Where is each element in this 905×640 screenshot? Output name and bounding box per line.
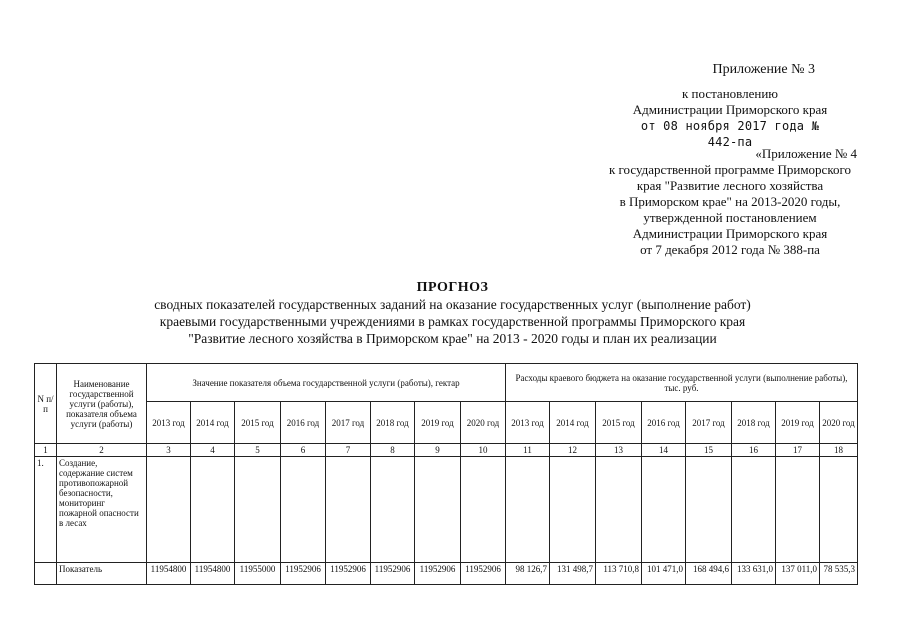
empty-cell — [686, 457, 732, 563]
empty-cell — [191, 457, 235, 563]
empty-cell — [235, 457, 281, 563]
volume-value: 11955000 — [235, 563, 281, 585]
header-expense-group: Расходы краевого бюджета на оказание государственной услуги (выполнение работы), тыс. руб. — [506, 364, 858, 402]
year-header: 2019 год — [415, 402, 461, 444]
forecast-table — [34, 363, 858, 585]
col-number: 6 — [281, 444, 326, 457]
col-number: 16 — [732, 444, 776, 457]
year-header: 2018 год — [371, 402, 415, 444]
subtitle-line-1: сводных показателей государственных заданий на оказание государственных услуг (выполнение работ) — [154, 297, 751, 312]
empty-cell — [820, 457, 858, 563]
row-1-num: 1. — [35, 457, 57, 563]
appendix-3-date-stamp: от 08 ноября 2017 года № 442-па — [640, 119, 820, 149]
empty-cell — [776, 457, 820, 563]
row-2-name: Показатель — [57, 563, 147, 585]
year-header: 2013 год — [506, 402, 550, 444]
empty-cell — [642, 457, 686, 563]
volume-value: 11952906 — [281, 563, 326, 585]
col-number: 1 — [35, 444, 57, 457]
empty-cell — [506, 457, 550, 563]
year-header: 2018 год — [732, 402, 776, 444]
appendix-4-line-1: к государственной программе Приморского — [608, 162, 851, 177]
header-name: Наименование государственной услуги (работы), показателя объема услуги (работы) — [57, 364, 147, 444]
expense-value: 101 471,0 — [642, 563, 686, 585]
col-number: 5 — [235, 444, 281, 457]
col-number: 3 — [147, 444, 191, 457]
header-volume-group: Значение показателя объема государственной услуги (работы), гектар — [147, 364, 506, 402]
col-number: 13 — [596, 444, 642, 457]
col-number: 4 — [191, 444, 235, 457]
col-number: 17 — [776, 444, 820, 457]
col-number: 8 — [371, 444, 415, 457]
volume-value: 11952906 — [371, 563, 415, 585]
expense-value: 168 494,6 — [686, 563, 732, 585]
empty-cell — [550, 457, 596, 563]
col-number: 10 — [461, 444, 506, 457]
col-number: 2 — [57, 444, 147, 457]
appendix-3-block — [625, 62, 835, 150]
appendix-4-line-6: от 7 декабря 2012 года № 388-па — [640, 242, 820, 257]
col-number: 9 — [415, 444, 461, 457]
document-subtitle — [0, 296, 905, 347]
volume-value: 11952906 — [326, 563, 371, 585]
col-number: 11 — [506, 444, 550, 457]
header-num: N п/п — [35, 364, 57, 444]
empty-cell — [281, 457, 326, 563]
volume-value: 11952906 — [461, 563, 506, 585]
empty-cell — [371, 457, 415, 563]
empty-cell — [147, 457, 191, 563]
year-header: 2020 год — [820, 402, 858, 444]
col-number: 18 — [820, 444, 858, 457]
appendix-3-line-1: к постановлению — [681, 86, 779, 101]
col-number: 12 — [550, 444, 596, 457]
year-header: 2016 год — [281, 402, 326, 444]
expense-value: 98 126,7 — [506, 563, 550, 585]
appendix-3-title: Приложение № 3 — [712, 62, 815, 77]
empty-cell — [415, 457, 461, 563]
col-number: 14 — [642, 444, 686, 457]
col-number: 7 — [326, 444, 371, 457]
expense-value: 133 631,0 — [732, 563, 776, 585]
year-header: 2014 год — [191, 402, 235, 444]
appendix-4-block — [595, 146, 865, 258]
year-header: 2015 год — [596, 402, 642, 444]
appendix-3-line-2: Администрации Приморского края — [632, 102, 828, 117]
year-header: 2020 год — [461, 402, 506, 444]
document-title: ПРОГНОЗ — [416, 280, 489, 295]
appendix-4-line-3: в Приморском крае" на 2013-2020 годы, — [619, 194, 841, 209]
volume-value: 11954800 — [191, 563, 235, 585]
subtitle-line-2: краевыми государственными учреждениями в рамках государственной программы Приморского края — [159, 314, 746, 329]
year-header: 2015 год — [235, 402, 281, 444]
year-header: 2019 год — [776, 402, 820, 444]
volume-value: 11954800 — [147, 563, 191, 585]
appendix-4-line-4: утвержденной постановлением — [643, 210, 817, 225]
row-2-num — [35, 563, 57, 585]
empty-cell — [732, 457, 776, 563]
row-1-name: Создание, содержание систем противопожарной безопасности, мониторинг пожарной опасности в лесах — [57, 457, 147, 563]
year-header: 2016 год — [642, 402, 686, 444]
subtitle-line-3: "Развитие лесного хозяйства в Приморском крае" на 2013 - 2020 годы и план их реализации — [188, 331, 717, 346]
empty-cell — [461, 457, 506, 563]
year-header: 2017 год — [326, 402, 371, 444]
expense-value: 137 011,0 — [776, 563, 820, 585]
appendix-4-line-5: Администрации Приморского края — [632, 226, 828, 241]
year-header: 2013 год — [147, 402, 191, 444]
expense-value: 113 710,8 — [596, 563, 642, 585]
appendix-4-line-2: края "Развитие лесного хозяйства — [636, 178, 824, 193]
col-number: 15 — [686, 444, 732, 457]
year-header: 2014 год — [550, 402, 596, 444]
empty-cell — [326, 457, 371, 563]
expense-value: 131 498,7 — [550, 563, 596, 585]
expense-value: 78 535,3 — [820, 563, 858, 585]
year-header: 2017 год — [686, 402, 732, 444]
appendix-4-title: «Приложение № 4 — [755, 146, 857, 161]
volume-value: 11952906 — [415, 563, 461, 585]
empty-cell — [596, 457, 642, 563]
